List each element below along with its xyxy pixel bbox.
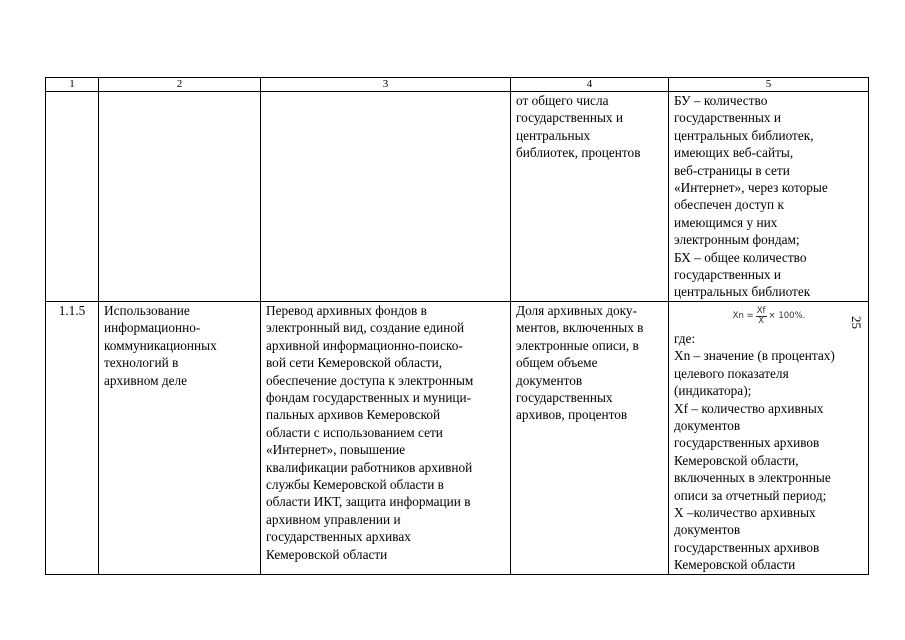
cell-calculation-method bbox=[669, 301, 869, 574]
cell-continuation-col5 bbox=[669, 92, 869, 302]
cell-indicator-name bbox=[511, 301, 669, 574]
text-line: документов bbox=[674, 417, 741, 433]
row-number: 1.1.5 bbox=[46, 301, 99, 574]
table-header-row bbox=[46, 78, 869, 92]
text-line: службы Кемеровской области в bbox=[266, 476, 444, 492]
text-line: вой сети Кемеровской области, bbox=[266, 355, 443, 371]
text-line: электронные описи, в bbox=[516, 337, 639, 353]
text-line: государственных и bbox=[674, 267, 782, 283]
text-line: имеющих веб-сайты, bbox=[674, 145, 794, 161]
text-line: от общего числа bbox=[516, 93, 609, 108]
text-line: целевого показателя bbox=[674, 365, 789, 381]
indicator-table bbox=[45, 77, 869, 575]
page-number: 25 bbox=[849, 316, 864, 329]
text-line: архивном деле bbox=[104, 372, 188, 388]
header-col-5: 5 bbox=[669, 78, 869, 92]
text-line: БХ – общее количество bbox=[674, 249, 807, 265]
text-line: Xn – значение (в процентах) bbox=[674, 348, 835, 364]
header-col-3: 3 bbox=[261, 78, 511, 92]
text-line: (индикатора); bbox=[674, 383, 752, 399]
text-line: Доля архивных доку- bbox=[516, 302, 637, 318]
text-line: «Интернет», повышение bbox=[266, 442, 406, 458]
text-line: архивном управлении и bbox=[266, 511, 401, 527]
cell-continuation-col4 bbox=[511, 92, 669, 302]
calculation-description bbox=[674, 330, 864, 574]
text-line: где: bbox=[674, 330, 696, 346]
formula-lhs: Xn = bbox=[732, 311, 754, 322]
cell-continuation-col2 bbox=[99, 92, 261, 302]
text-line: Использование bbox=[104, 302, 190, 318]
text-line: Кемеровской области, bbox=[674, 452, 799, 468]
text-line: государственных архивах bbox=[266, 529, 411, 545]
text-line: технологий в bbox=[104, 355, 179, 371]
text-line: электронным фондам; bbox=[674, 232, 800, 248]
cell-continuation-col1 bbox=[46, 92, 99, 302]
text-line: общем объеме bbox=[516, 355, 598, 371]
text-line: коммуникационных bbox=[104, 337, 217, 353]
cell-activity-name bbox=[99, 301, 261, 574]
text-line: Перевод архивных фондов в bbox=[266, 302, 427, 318]
text-line: квалификации работников архивной bbox=[266, 459, 473, 475]
text-line: включенных в электронные bbox=[674, 470, 831, 486]
text-line: центральных библиотек bbox=[674, 284, 811, 300]
text-line: веб-страницы в сети bbox=[674, 162, 790, 178]
text-line: электронный вид, создание единой bbox=[266, 320, 465, 336]
formula-denominator: X bbox=[758, 316, 765, 327]
text-line: государственных архивов bbox=[674, 435, 820, 451]
text-line: Кемеровской области bbox=[266, 546, 388, 562]
text-line: государственных bbox=[516, 389, 613, 405]
text-line: пальных архивов Кемеровской bbox=[266, 407, 441, 423]
text-line: обеспечен доступ к bbox=[674, 197, 784, 213]
text-line: ментов, включенных в bbox=[516, 320, 644, 336]
header-col-4: 4 bbox=[511, 78, 669, 92]
header-col-2: 2 bbox=[99, 78, 261, 92]
header-col-1: 1 bbox=[46, 78, 99, 92]
text-line: области с использованием сети bbox=[266, 424, 443, 440]
text-line: государственных архивов bbox=[674, 539, 820, 555]
text-line: библиотек, процентов bbox=[516, 145, 641, 161]
cell-activity-description bbox=[261, 301, 511, 574]
formula bbox=[674, 304, 864, 330]
text-line: информационно- bbox=[104, 320, 201, 336]
text-line: Xf – количество архивных bbox=[674, 400, 824, 416]
table-row-continuation bbox=[46, 92, 869, 302]
text-line: X –количество архивных bbox=[674, 504, 816, 520]
formula-fraction bbox=[756, 307, 767, 326]
text-line: документов bbox=[516, 372, 583, 388]
formula-numerator: Xf bbox=[756, 306, 766, 317]
text-line: архивов, процентов bbox=[516, 407, 628, 423]
text-line: описи за отчетный период; bbox=[674, 487, 827, 503]
text-line: государственных и bbox=[516, 110, 624, 126]
formula-rhs: × 100%. bbox=[768, 311, 806, 322]
text-line: архивной информационно-поиско- bbox=[266, 337, 463, 353]
text-line: фондам государственных и муници- bbox=[266, 389, 472, 405]
cell-continuation-col3 bbox=[261, 92, 511, 302]
text-line: «Интернет», через которые bbox=[674, 180, 828, 196]
text-line: области ИКТ, защита информации в bbox=[266, 494, 471, 510]
text-line: Кемеровской области bbox=[674, 557, 796, 573]
text-line: БУ – количество bbox=[674, 93, 768, 108]
text-line: государственных и bbox=[674, 110, 782, 126]
text-line: центральных библиотек, bbox=[674, 127, 814, 143]
text-line: обеспечение доступа к электронным bbox=[266, 372, 474, 388]
text-line: имеющимся у них bbox=[674, 214, 778, 230]
text-line: документов bbox=[674, 522, 741, 538]
table-row-1-1-5 bbox=[46, 301, 869, 574]
text-line: центральных bbox=[516, 127, 591, 143]
